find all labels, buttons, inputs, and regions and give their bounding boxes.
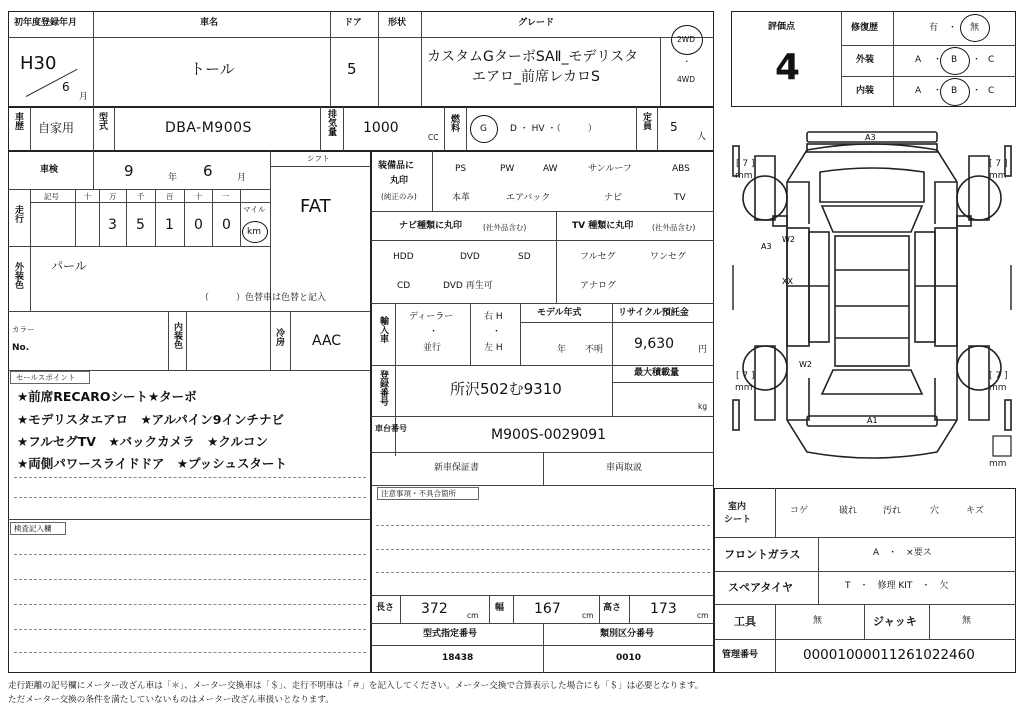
odo-head-2: 万	[109, 192, 117, 201]
displacement-label: 排気量	[326, 109, 336, 136]
cc-unit: CC	[428, 133, 439, 142]
odo-head-3: 千	[137, 192, 145, 201]
footer-line-1: 走行距離の記号欄にメーター改ざん車は「＊」、メーター交換車は「＄」、走行不明車は「＃」を記入してください。メーター交換で合算表示した場合にも「＄」は必要となります。	[8, 681, 704, 691]
drive-2wd: 2WD	[677, 35, 695, 44]
eq-navi: ナビ	[604, 193, 623, 203]
tools-label: 工具	[734, 615, 756, 628]
inspection-year: 9	[124, 162, 134, 180]
nav-dvd-play: DVD 再生可	[443, 281, 493, 291]
sales-line-1: ★モデリスタエアロ ★アルパイン9インチナビ	[17, 412, 284, 427]
height-cm: cm	[697, 611, 709, 620]
color-no-label-top: カラー	[12, 325, 35, 334]
capacity-label: 定員	[641, 112, 651, 130]
svg-text:mm: mm	[989, 459, 1007, 469]
mark-a3-side: A3	[761, 242, 772, 251]
svg-text:mm: mm	[735, 383, 753, 393]
nav-note: (社外品含む)	[483, 223, 527, 232]
cooling: AAC	[312, 333, 342, 349]
eq-leather: 本革	[452, 193, 471, 203]
shape-label: 形状	[388, 18, 407, 28]
registration-label: 登録番号	[378, 370, 388, 406]
inspection-month: 6	[203, 162, 213, 180]
first-reg-era: H30	[20, 53, 57, 74]
yen: 円	[698, 345, 708, 355]
repair-no: 無	[970, 23, 980, 33]
ext-b: B	[951, 55, 958, 65]
eq-airbag: エアバック	[506, 193, 551, 203]
mgmt-label: 管理番号	[722, 650, 759, 660]
registration-number: 所沢502む9310	[450, 380, 562, 398]
width-label: 幅	[495, 603, 505, 613]
odo-head-1: 十	[84, 192, 92, 201]
odo-head-0: 記号	[44, 192, 59, 201]
sales-label: セールスポイント	[16, 373, 76, 382]
seat-item-2: 汚れ	[883, 506, 902, 516]
svg-text:mm: mm	[989, 383, 1007, 393]
interior-seat-label-1: 室内	[728, 502, 747, 512]
fuel-rest: D ・ HV ・（ ）	[510, 124, 597, 134]
fuel-g: G	[480, 124, 487, 134]
seat-item-4: キズ	[966, 506, 984, 516]
width: 167	[534, 601, 561, 617]
type-designation: 18438	[442, 653, 474, 663]
interior-color-label: 内装色	[172, 322, 182, 349]
displacement: 1000	[363, 120, 399, 136]
drive-dot: ・	[683, 57, 691, 66]
warranty: 新車保証書	[434, 463, 480, 473]
seat-item-1: 破れ	[839, 506, 858, 516]
grade-line1: カスタムGターボSAⅡ_モデリスタ	[427, 49, 639, 65]
inspection-label: 車検	[40, 165, 59, 175]
shift-label: シフト	[307, 154, 330, 163]
int-dot1: ・	[933, 86, 943, 96]
svg-text:mm: mm	[989, 171, 1007, 181]
fuel-label: 燃料	[449, 114, 459, 132]
ext-c: C	[988, 55, 995, 65]
chassis-label: 車台番号	[375, 424, 407, 433]
color-label: 外装色	[13, 262, 23, 289]
windshield: A ・ ×要ス	[873, 548, 932, 558]
manual: 車両取説	[606, 463, 643, 473]
spare-label: スペアタイヤ	[728, 581, 794, 594]
jack: 無	[962, 616, 972, 626]
jack-label: ジャッキ	[873, 615, 917, 628]
model: DBA-M900S	[165, 120, 252, 136]
eq-sunroof: サンルーフ	[588, 164, 632, 174]
grade-line2: エアロ_前席レカロS	[472, 69, 600, 85]
drive-4wd: 4WD	[677, 75, 695, 84]
month-unit-2: 月	[237, 173, 247, 183]
windshield-label: フロントガラス	[724, 548, 801, 561]
eq-pw: PW	[500, 164, 515, 174]
vehicle-history: 自家用	[38, 121, 75, 135]
category-label: 類別区分番号	[600, 629, 655, 639]
ext-a: A	[915, 55, 922, 65]
exterior-label: 外装	[856, 55, 875, 65]
sales-line-2: ★フルセグTV ★バックカメラ ★クルコン	[17, 434, 268, 449]
tools: 無	[813, 616, 823, 626]
odo-head-6: 一	[222, 192, 230, 201]
import-dot2: ・	[492, 327, 502, 337]
max-load-label: 最大積載量	[634, 368, 680, 378]
footer-line-2: ただメーター交換の条件を満たしていないものはメーター改ざん車扱いとなります。	[8, 695, 334, 705]
mark-a3-top: A3	[865, 133, 876, 142]
length-label: 長さ	[376, 603, 395, 613]
int-c: C	[988, 86, 995, 96]
chassis: M900S-0029091	[491, 427, 607, 443]
score-label: 評価点	[768, 22, 796, 32]
sales-line-0: ★前席RECAROシート★ターボ	[17, 389, 197, 404]
repair-dot: ・	[948, 23, 958, 33]
eq-abs: ABS	[672, 164, 690, 174]
kg: kg	[698, 402, 708, 411]
mark-xx: XX	[782, 277, 793, 286]
type-designation-label: 型式指定番号	[423, 629, 478, 639]
shift: FAT	[300, 196, 331, 217]
ext-dot2: ・	[972, 55, 982, 65]
eq-aw: AW	[543, 164, 558, 174]
height: 173	[650, 601, 677, 617]
mark-a1: A1	[867, 416, 878, 425]
km: km	[247, 227, 261, 237]
nav-hdd: HDD	[393, 252, 414, 262]
int-dot2: ・	[972, 86, 982, 96]
svg-text:[ 7 ]: [ 7 ]	[989, 371, 1008, 381]
svg-text:mm: mm	[735, 171, 753, 181]
equipment-label-3: (純正のみ)	[381, 192, 417, 201]
import-rh: 右 H	[484, 312, 503, 322]
odo-digit-2: 3	[108, 217, 117, 233]
odo-head-4: 百	[166, 192, 174, 201]
import-dealer: ディーラー	[409, 312, 454, 322]
person-unit: 人	[697, 132, 707, 142]
tv-fullseg: フルセグ	[580, 252, 616, 262]
equipment-label-1: 装備品に	[378, 161, 415, 171]
model-year-unknown: 不明	[585, 345, 604, 355]
svg-text:[ 7 ]: [ 7 ]	[736, 159, 755, 169]
tv-note: (社外品含む)	[652, 223, 696, 232]
equipment-label-2: 丸印	[390, 176, 409, 186]
mileage-label: 走行	[13, 205, 23, 223]
first-reg-month: 6	[62, 80, 70, 94]
length-cm: cm	[467, 611, 479, 620]
int-b: B	[951, 86, 958, 96]
color-no-label: No.	[12, 343, 30, 353]
odo-digit-3: 5	[136, 217, 145, 233]
recycle: 9,630	[634, 336, 675, 352]
mgmt: 00001000011261022460	[803, 647, 975, 663]
cooling-label: 冷房	[274, 328, 284, 346]
repair-yes: 有	[929, 23, 939, 33]
seat-item-0: コゲ	[790, 506, 809, 516]
tv-oneseg: ワンセグ	[650, 252, 687, 262]
capacity: 5	[670, 120, 678, 134]
color-value: パール	[51, 259, 87, 273]
grade-label: グレード	[518, 18, 555, 28]
odo-head-7: マイル	[243, 205, 266, 214]
notes-label: 注意事項・不具合箇所	[381, 489, 456, 498]
tv-title: TV 種類に丸印	[572, 221, 634, 231]
car-name-label: 車名	[200, 18, 219, 28]
car-damage-diagram	[725, 120, 1020, 485]
odo-head-5: 十	[195, 192, 203, 201]
seat-item-3: 穴	[930, 506, 940, 516]
model-year-label: モデル年式	[537, 308, 582, 318]
category: 0010	[616, 653, 642, 663]
car-name: トール	[190, 60, 235, 78]
nav-cd: CD	[397, 281, 411, 291]
ext-dot1: ・	[933, 55, 943, 65]
import-lh: 左 H	[484, 343, 503, 353]
year-unit: 年	[168, 173, 178, 183]
odo-digit-4: 1	[165, 217, 174, 233]
odo-digit-6: 0	[222, 217, 231, 233]
inspection-notes-label: 検査記入欄	[14, 524, 52, 533]
svg-text:[ 7 ]: [ 7 ]	[736, 371, 755, 381]
tv-analog: アナログ	[580, 281, 617, 291]
sales-line-3: ★両側パワースライドドア ★プッシュスタート	[17, 456, 287, 471]
eq-tv: TV	[674, 193, 686, 203]
eq-ps: PS	[455, 164, 467, 174]
svg-text:[ 7 ]: [ 7 ]	[989, 159, 1008, 169]
mark-w2-side: W2	[782, 235, 795, 244]
import-dot: ・	[429, 327, 439, 337]
model-year-year: 年	[557, 345, 567, 355]
model-label: 型式	[97, 112, 107, 130]
nav-title: ナビ種類に丸印	[399, 221, 463, 231]
odo-digit-5: 0	[194, 217, 203, 233]
int-a: A	[915, 86, 922, 96]
import-parallel: 並行	[423, 343, 442, 353]
length: 372	[421, 601, 448, 617]
nav-sd: SD	[518, 252, 531, 262]
height-label: 高さ	[603, 603, 622, 613]
month-unit: 月	[79, 92, 89, 102]
score: 4	[775, 47, 801, 88]
spare: T ・ 修理 KIT ・ 欠	[845, 581, 949, 591]
import-label: 輸入車	[378, 316, 388, 343]
color-note: （ ）色替車は色替と記入	[200, 293, 327, 303]
vehicle-history-label: 車歴	[13, 112, 23, 130]
first-reg-label: 初年度登録年月	[14, 18, 78, 28]
width-cm: cm	[582, 611, 594, 620]
interior-seat-label-2: シート	[724, 515, 752, 525]
repair-label: 修復歴	[851, 23, 879, 33]
interior-label: 内装	[856, 86, 875, 96]
doors: 5	[347, 60, 357, 78]
doors-label: ドア	[344, 18, 362, 28]
recycle-label: リサイクル預託金	[618, 308, 689, 318]
mark-w2-rear: W2	[799, 360, 812, 369]
nav-dvd: DVD	[460, 252, 480, 262]
